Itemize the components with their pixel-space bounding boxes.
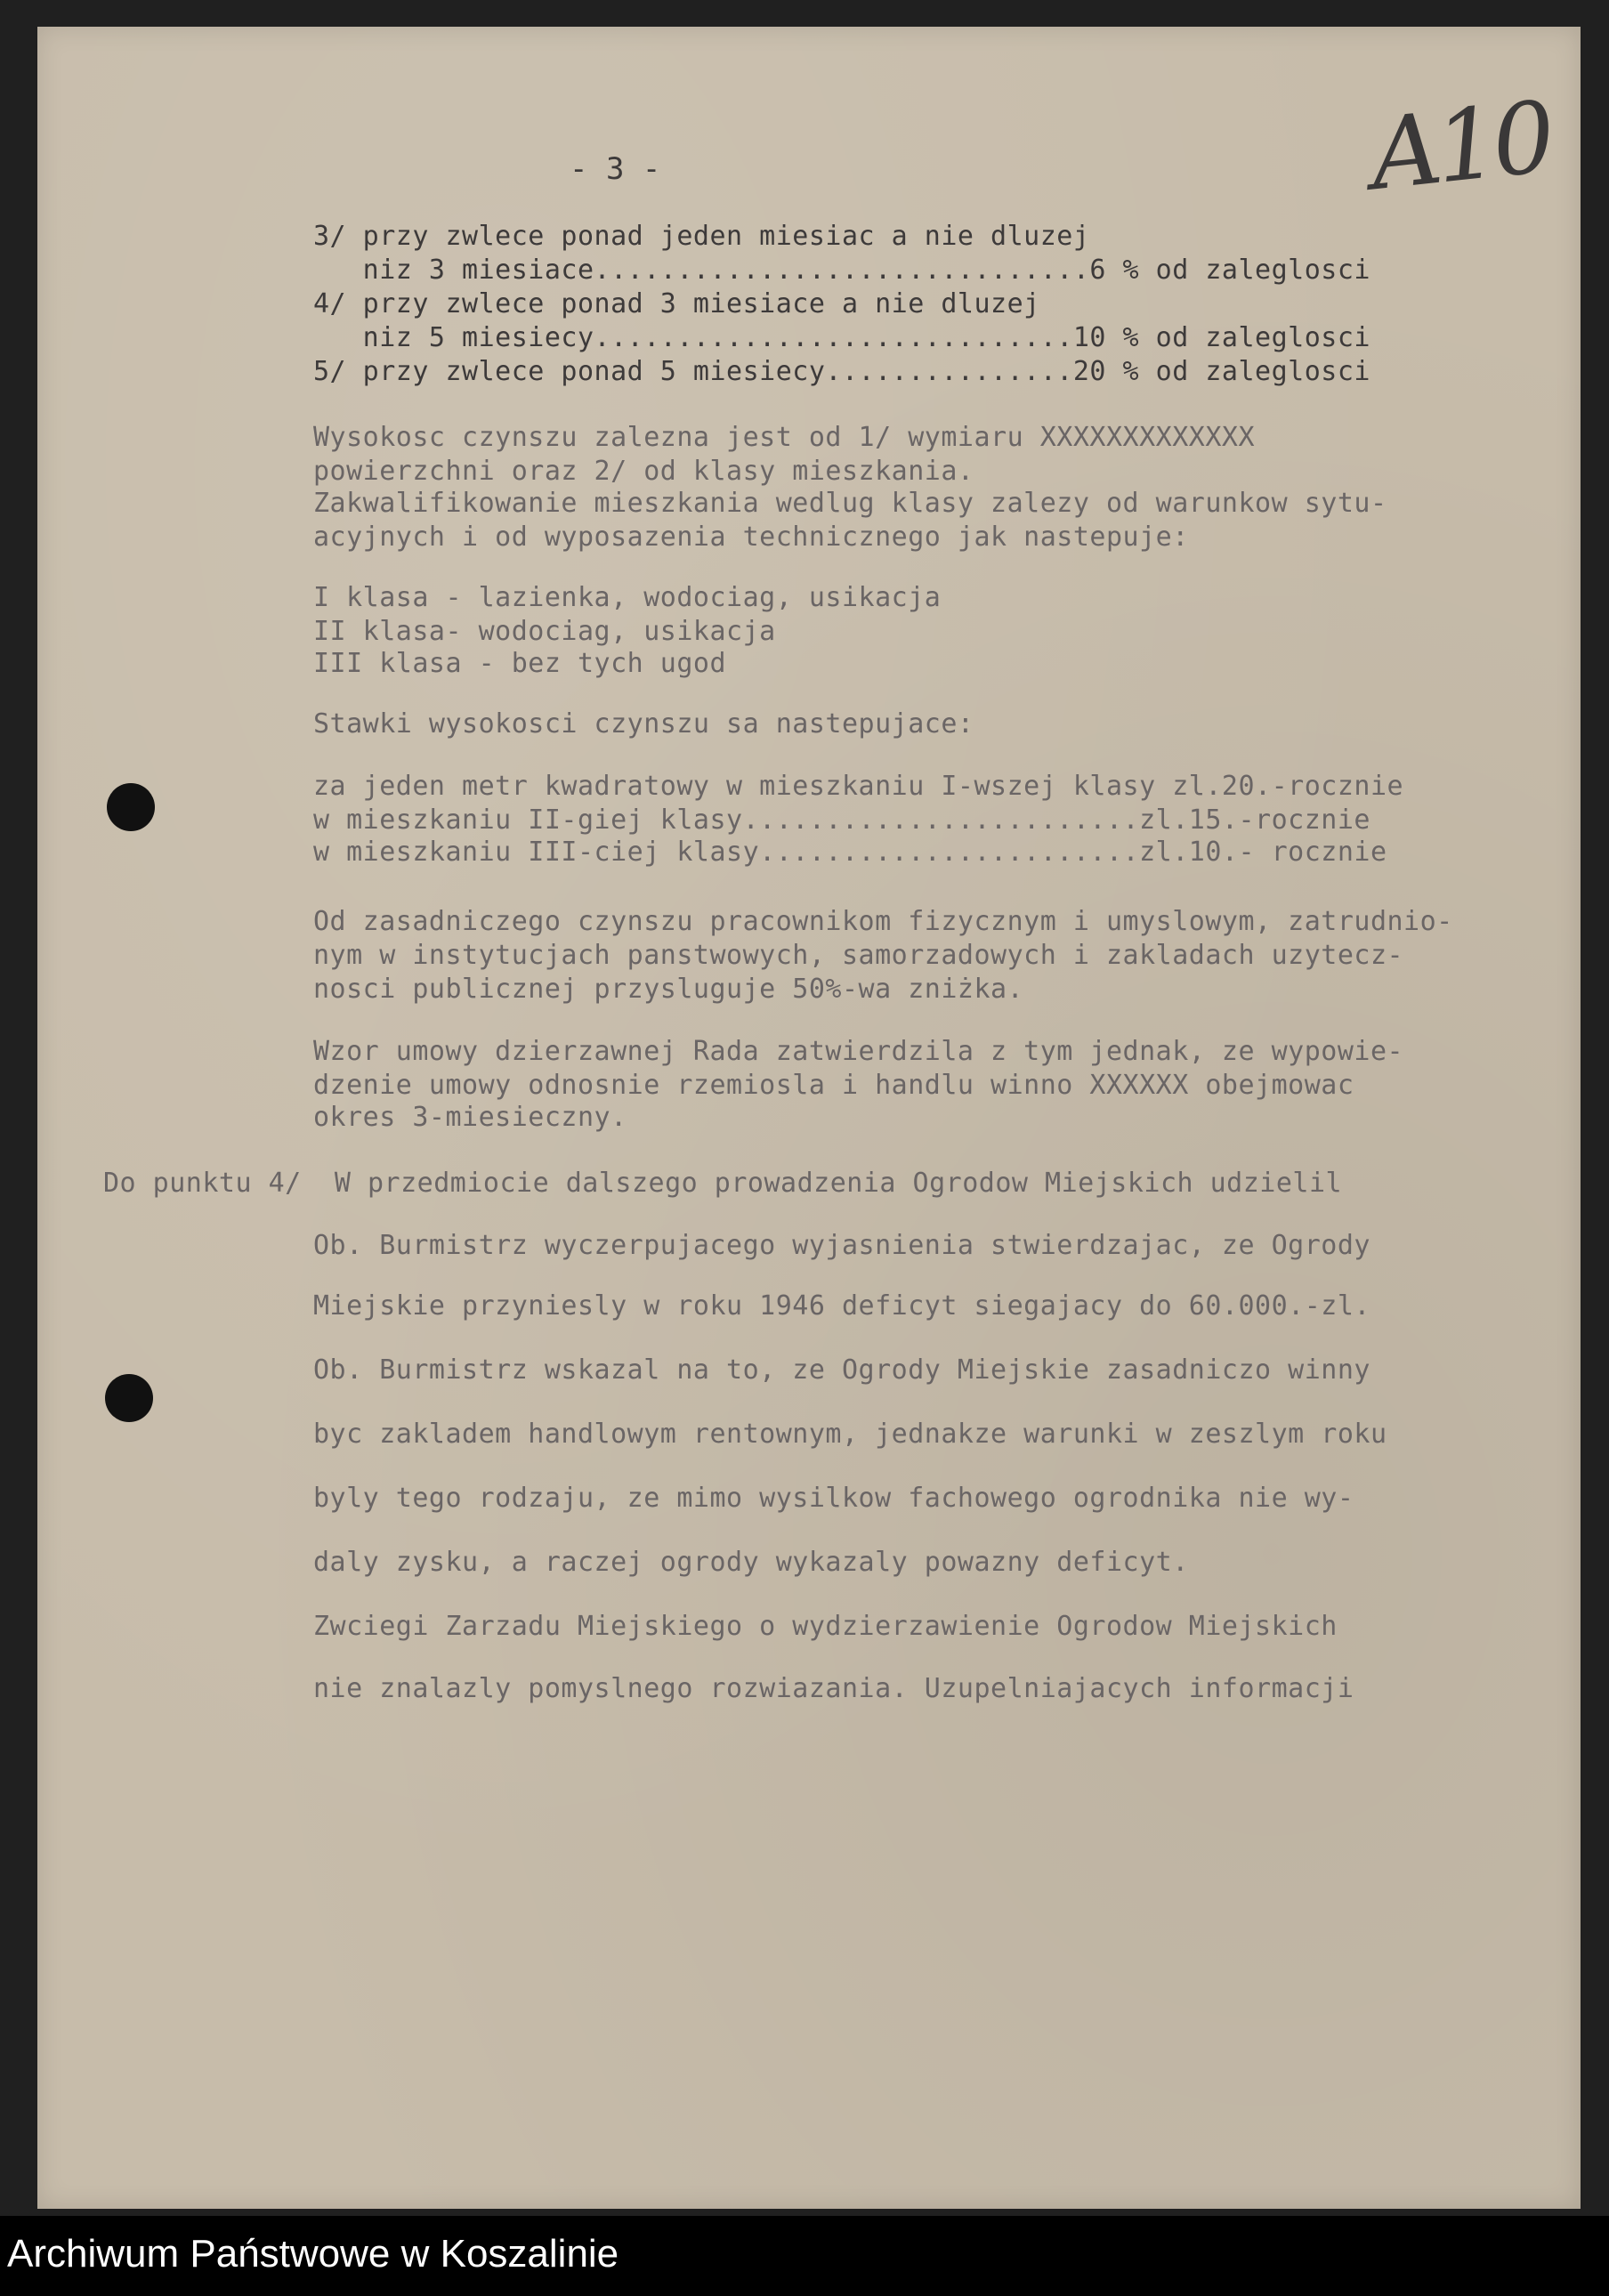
archive-signature-mark: A10 bbox=[1364, 79, 1556, 213]
text-line: Wysokosc czynszu zalezna jest od 1/ wymiaru XXXXXXXXXXXXX bbox=[313, 422, 1256, 453]
punch-hole bbox=[107, 783, 155, 831]
text-line: Wzor umowy dzierzawnej Rada zatwierdzila z tym jednak, ze wypowie- bbox=[313, 1036, 1404, 1067]
text-line: niz 3 miesiace..............................6 % od zaleglosci bbox=[313, 255, 1370, 286]
text-line: Zwciegi Zarzadu Miejskiego o wydzierzawienie Ogrodow Miejskich bbox=[313, 1611, 1338, 1642]
punch-hole bbox=[105, 1374, 153, 1422]
page-number: - 3 - bbox=[570, 151, 661, 187]
text-line: nosci publicznej przysluguje 50%-wa zniżka. bbox=[313, 974, 1024, 1005]
text-line: acyjnych i od wyposazenia technicznego jak nastepuje: bbox=[313, 521, 1189, 553]
archive-name: Archiwum Państwowe w Koszalinie bbox=[7, 2232, 619, 2276]
text-line: nym w instytucjach panstwowych, samorzadowych i zakladach uzytecz- bbox=[313, 940, 1404, 971]
text-line: dzenie umowy odnosnie rzemiosla i handlu winno XXXXXX obejmowac bbox=[313, 1070, 1354, 1101]
text-line: w mieszkaniu III-ciej klasy.......................zl.10.- rocznie bbox=[313, 837, 1387, 868]
text-line: nie znalazly pomyslnego rozwiazania. Uzupelniajacych informacji bbox=[313, 1673, 1354, 1704]
text-line: II klasa- wodociag, usikacja bbox=[313, 616, 776, 647]
text-line: III klasa - bez tych ugod bbox=[313, 648, 727, 679]
text-line: okres 3-miesieczny. bbox=[313, 1102, 627, 1133]
text-line: 3/ przy zwlece ponad jeden miesiac a nie dluzej bbox=[313, 221, 1090, 252]
text-line: Ob. Burmistrz wyczerpujacego wyjasnienia stwierdzajac, ze Ogrody bbox=[313, 1230, 1370, 1261]
text-line: byc zakladem handlowym rentownym, jednakze warunki w zeszlym roku bbox=[313, 1419, 1387, 1450]
text-line: Od zasadniczego czynszu pracownikom fizycznym i umyslowym, zatrudnio- bbox=[313, 906, 1453, 937]
text-line: 5/ przy zwlece ponad 5 miesiecy...............20 % od zaleglosci bbox=[313, 356, 1370, 387]
text-line: Miejskie przyniesly w roku 1946 deficyt siegajacy do 60.000.-zl. bbox=[313, 1290, 1370, 1322]
text-line: 4/ przy zwlece ponad 3 miesiace a nie dluzej bbox=[313, 288, 1040, 319]
text-line: daly zysku, a raczej ogrody wykazaly powazny deficyt. bbox=[313, 1547, 1189, 1578]
text-line: za jeden metr kwadratowy w mieszkaniu I-wszej klasy zl.20.-rocznie bbox=[313, 771, 1404, 802]
text-line: Zakwalifikowanie mieszkania wedlug klasy zalezy od warunkow sytu- bbox=[313, 488, 1387, 519]
text-line: Stawki wysokosci czynszu sa nastepujace: bbox=[313, 708, 974, 740]
text-line: byly tego rodzaju, ze mimo wysilkow fachowego ogrodnika nie wy- bbox=[313, 1483, 1354, 1514]
document-page bbox=[37, 27, 1581, 2209]
text-line: I klasa - lazienka, wodociag, usikacja bbox=[313, 582, 942, 613]
text-line: w mieszkaniu II-giej klasy........................zl.15.-rocznie bbox=[313, 804, 1370, 836]
text-line: Ob. Burmistrz wskazal na to, ze Ogrody Miejskie zasadniczo winny bbox=[313, 1354, 1370, 1386]
text-line: Do punktu 4/ W przedmiocie dalszego prowadzenia Ogrodow Miejskich udzielil bbox=[103, 1168, 1343, 1199]
text-line: niz 5 miesiecy.............................10 % od zaleglosci bbox=[313, 322, 1370, 353]
text-line: powierzchni oraz 2/ od klasy mieszkania. bbox=[313, 456, 974, 487]
